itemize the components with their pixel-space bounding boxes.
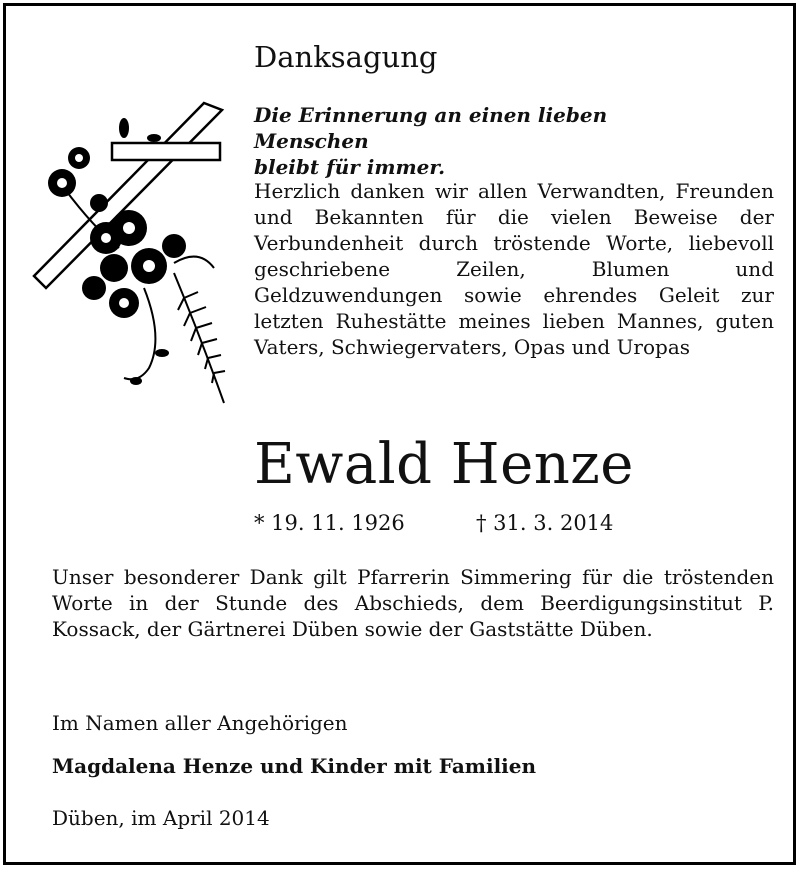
motto bbox=[254, 102, 724, 180]
life-dates bbox=[254, 511, 613, 535]
birth-date: * 19. 11. 1926 bbox=[254, 511, 405, 535]
deceased-name: Ewald Henze bbox=[254, 432, 634, 497]
behalf-line: Im Namen aller Angehörigen bbox=[52, 711, 348, 735]
place-date: Düben, im April 2014 bbox=[52, 806, 270, 830]
heading: Danksagung bbox=[254, 40, 438, 74]
death-date: † 31. 3. 2014 bbox=[476, 511, 614, 535]
thanks-text: Herzlich danken wir allen Verwandten, Freunden und Bekannten für die vielen Beweise der Verbundenheit durch tröstende Worte, liebevoll geschriebene Zeilen, Blumen und Geldzuwendungen sowie ehrendes Geleit zur letzten Ruhestätte meines lieben Mannes, guten Vaters, Schwiegervaters, Opas und Uropas bbox=[254, 179, 774, 359]
cross-with-roses-icon bbox=[24, 98, 244, 410]
motto-line-1: Die Erinnerung an einen lieben Menschen bbox=[254, 103, 608, 153]
special-thanks: Unser besonderer Dank gilt Pfarrerin Simmering für die tröstenden Worte in der Stunde des Abschieds, dem Beerdigungsinstitut P. Kossack, der Gärtnerei Düben sowie der Gaststätte Düben. bbox=[52, 565, 774, 641]
motto-line-2: bleibt für immer. bbox=[254, 155, 446, 179]
family-signature: Magdalena Henze und Kinder mit Familien bbox=[52, 754, 537, 778]
